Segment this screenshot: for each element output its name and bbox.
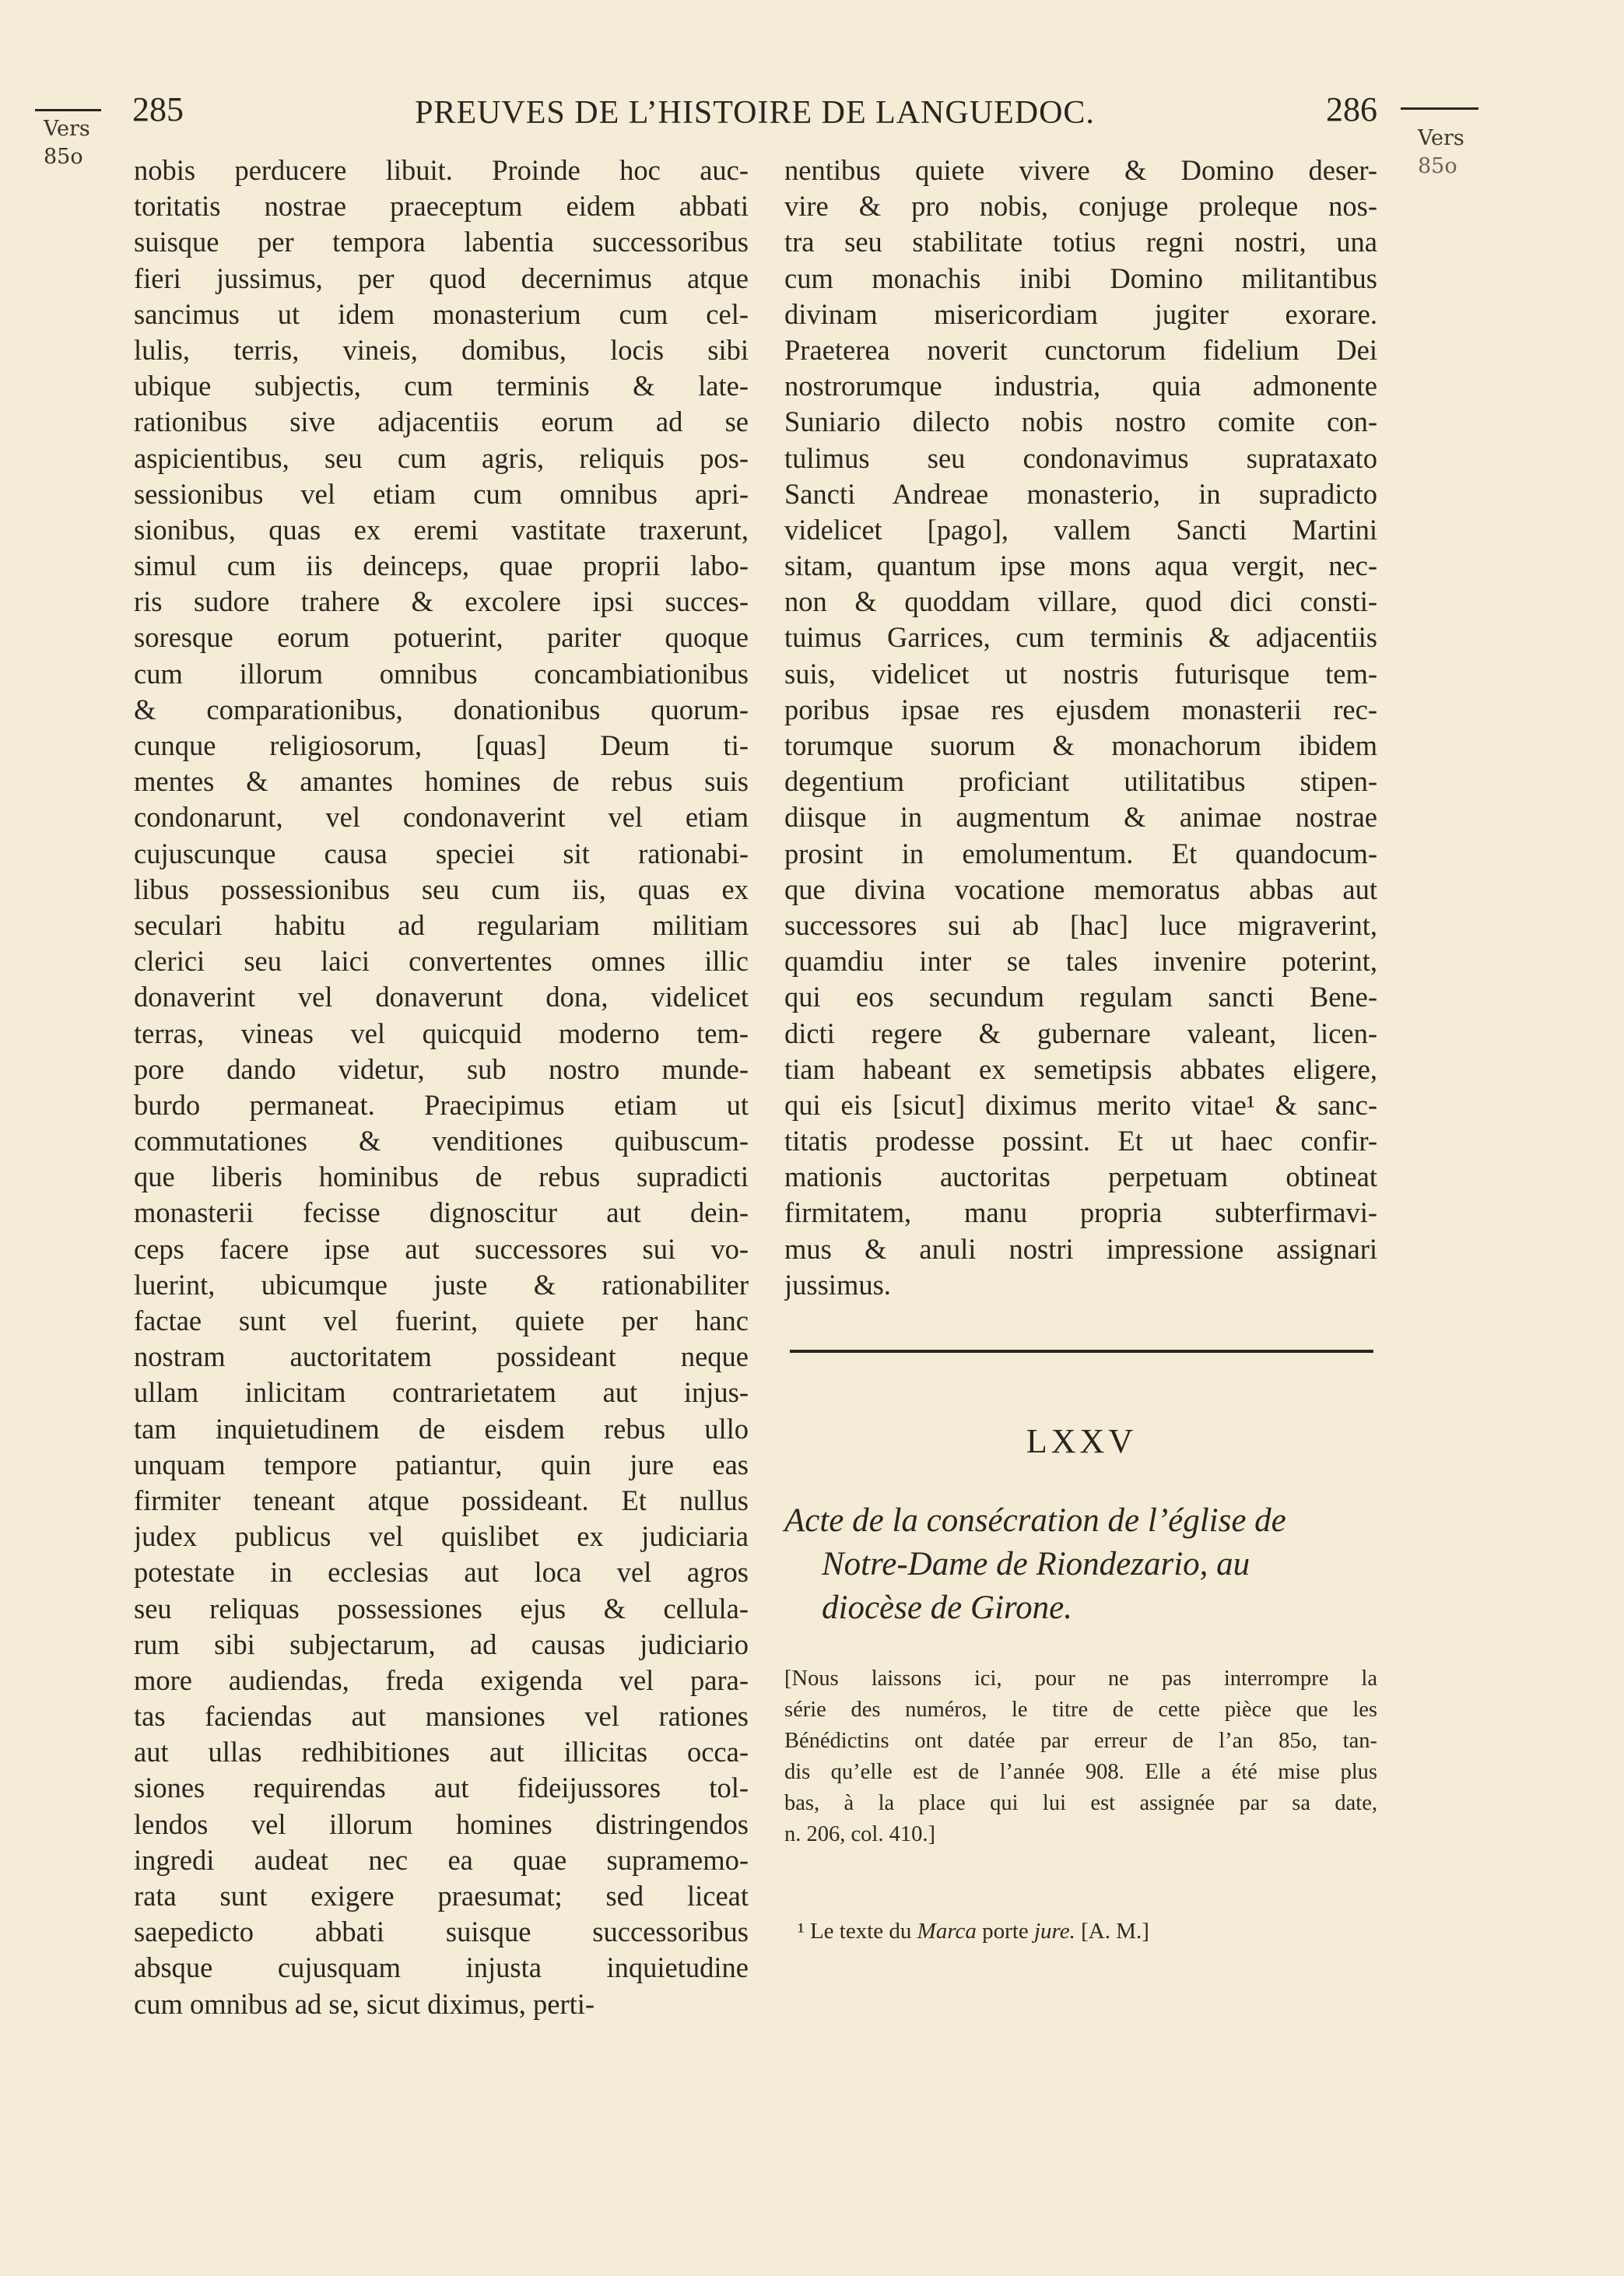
text-line: mentes & amantes homines de rebus suis bbox=[134, 765, 749, 798]
text-line: cum illorum omnibus concambiationibus bbox=[134, 657, 749, 690]
text-line: jussimus. bbox=[784, 1268, 891, 1301]
text-line: nostram auctoritatem possideant neque bbox=[134, 1340, 749, 1373]
text-line: toritatis nostrae praeceptum eidem abbati bbox=[134, 190, 749, 223]
text-line: aspicientibus, seu cum agris, reliquis pos- bbox=[134, 441, 749, 474]
left-page-number: 285 bbox=[132, 90, 184, 128]
text-line: factae sunt vel fuerint, quiete per hanc bbox=[134, 1305, 749, 1336]
margin-note-right-year: 85o bbox=[1418, 154, 1457, 178]
text-line: commutationes & venditiones quibuscum- bbox=[134, 1125, 749, 1157]
text-line: videlicet [pago], vallem Sancti Martini bbox=[784, 513, 1377, 546]
text-line: qui eis [sicut] diximus merito vitae¹ & sanc- bbox=[784, 1088, 1377, 1121]
text-line: burdo permaneat. Praecipimus etiam ut bbox=[134, 1088, 749, 1121]
text-line: vire & pro nobis, conjuge proleque nos- bbox=[784, 190, 1377, 223]
section-title-line: Acte de la consécration de l’église de bbox=[784, 1502, 1286, 1539]
text-line: seculari habitu ad regulariam militiam bbox=[134, 908, 749, 941]
footnote bbox=[798, 1919, 1373, 1944]
text-line: sionibus, quas ex eremi vastitate traxerunt, bbox=[134, 513, 749, 546]
text-line: que liberis hominibus de rebus supradicti bbox=[134, 1161, 749, 1193]
text-line: divinam misericordiam jugiter exorare. bbox=[784, 297, 1377, 330]
footnote-marker: ¹ bbox=[798, 1919, 805, 1944]
note-line: [Nous laissons ici, pour ne pas interrompre la bbox=[784, 1667, 1377, 1691]
text-line: more audiendas, freda exigenda vel para- bbox=[134, 1663, 749, 1696]
text-line: cujuscunque causa speciei sit rationabi- bbox=[134, 837, 749, 869]
margin-note-left-label: Vers bbox=[44, 117, 90, 141]
editorial-note bbox=[784, 1663, 1377, 1850]
text-line: diisque in augmentum & animae nostrae bbox=[784, 801, 1377, 834]
text-line: lulis, terris, vineis, domibus, locis sibi bbox=[134, 333, 749, 366]
text-line: poribus ipsae res ejusdem monasterii rec- bbox=[784, 693, 1377, 725]
text-line: nentibus quiete vivere & Domino deser- bbox=[784, 154, 1377, 186]
text-line: titatis prodesse possint. Et ut haec confir- bbox=[784, 1125, 1377, 1157]
margin-note-left bbox=[44, 115, 90, 171]
text-line: donaverint vel donaverunt dona, videlicet bbox=[134, 981, 749, 1013]
margin-rule-right bbox=[1401, 107, 1478, 110]
text-line: luerint, ubicumque juste & rationabiliter bbox=[134, 1268, 749, 1301]
section-divider bbox=[790, 1350, 1373, 1353]
text-line: firmiter teneant atque possideant. Et nullus bbox=[134, 1484, 749, 1516]
text-line: libus possessionibus seu cum iis, quas ex bbox=[134, 873, 749, 905]
margin-note-left-year: 85o bbox=[44, 145, 83, 169]
text-line: tulimus seu condonavimus suprataxato bbox=[784, 441, 1377, 474]
text-line: monasterii fecisse dignoscitur aut dein- bbox=[134, 1196, 749, 1229]
note-line: série des numéros, le titre de cette pièce que les bbox=[784, 1698, 1377, 1722]
text-line: simul cum iis deinceps, quae proprii labo- bbox=[134, 550, 749, 582]
text-line: mus & anuli nostri impressione assignari bbox=[784, 1232, 1377, 1265]
text-line: rum sibi subjectarum, ad causas judiciario bbox=[134, 1628, 749, 1660]
text-line: qui eos secundum regulam sancti Bene- bbox=[784, 981, 1377, 1013]
text-line: ingredi audeat nec ea quae supramemo- bbox=[134, 1843, 749, 1876]
page-title: PREUVES DE L’HISTOIRE DE LANGUEDOC. bbox=[415, 95, 1095, 131]
text-line: prosint in emolumentum. Et quandocum- bbox=[784, 837, 1377, 869]
text-line: Praeterea noverit cunctorum fidelium Dei bbox=[784, 333, 1377, 366]
text-line: ceps facere ipse aut successores sui vo- bbox=[134, 1232, 749, 1265]
margin-rule-left bbox=[35, 109, 101, 111]
text-line: potestate in ecclesias aut loca vel agros bbox=[134, 1556, 749, 1589]
text-line: nostrorumque industria, quia admonente bbox=[784, 370, 1377, 402]
note-line: Bénédictins ont datée par erreur de l’an 85o, tan- bbox=[784, 1729, 1377, 1753]
text-line: sancimus ut idem monasterium cum cel- bbox=[134, 297, 749, 330]
text-line: firmitatem, manu propria subterfirmavi- bbox=[784, 1196, 1377, 1229]
running-header bbox=[132, 90, 1377, 136]
section-title-line: diocèse de Girone. bbox=[822, 1589, 1072, 1626]
note-line: n. 206, col. 410.] bbox=[784, 1822, 935, 1846]
margin-note-right-label: Vers bbox=[1418, 126, 1464, 150]
text-line: rata sunt exigere praesumat; sed liceat bbox=[134, 1880, 749, 1912]
text-line: fieri jussimus, per quod decernimus atque bbox=[134, 262, 749, 294]
text-line: clerici seu laici convertentes omnes illic bbox=[134, 945, 749, 978]
text-line: torumque suorum & monachorum ibidem bbox=[784, 729, 1377, 761]
footnote-word: jure. bbox=[1034, 1919, 1075, 1944]
text-line: cum monachis inibi Domino militantibus bbox=[784, 262, 1377, 294]
text-line: suisque per tempora labentia successoribus bbox=[134, 226, 749, 258]
text-line: ullam inlicitam contrarietatem aut injus- bbox=[134, 1376, 749, 1409]
text-line: saepedicto abbati suisque successoribus bbox=[134, 1916, 749, 1948]
footnote-text-before: Le texte du bbox=[804, 1919, 917, 1944]
text-line: tiam habeant ex semetipsis abbates eligere, bbox=[784, 1052, 1377, 1085]
footnote-source: Marca bbox=[917, 1919, 977, 1944]
right-column bbox=[784, 153, 1377, 1303]
note-line: bas, à la place qui lui est assignée par sa date, bbox=[784, 1791, 1377, 1815]
text-line: dicti regere & gubernare valeant, licen- bbox=[784, 1017, 1377, 1049]
text-line: successores sui ab [hac] luce migraverint, bbox=[784, 908, 1377, 941]
left-column bbox=[134, 153, 749, 2022]
text-line: soresque eorum potuerint, pariter quoque bbox=[134, 621, 749, 654]
text-line: tam inquietudinem de eisdem rebus ullo bbox=[134, 1412, 749, 1445]
text-line: nobis perducere libuit. Proinde hoc auc- bbox=[134, 154, 749, 186]
section-title-line: Notre-Dame de Riondezario, au bbox=[822, 1546, 1250, 1582]
text-line: rationibus sive adjacentiis eorum ad se bbox=[134, 406, 749, 438]
text-line: sessionibus vel etiam cum omnibus apri- bbox=[134, 477, 749, 510]
text-line: unquam tempore patiantur, quin jure eas bbox=[134, 1448, 749, 1480]
text-line: absque cujusquam injusta inquietudine bbox=[134, 1951, 749, 1984]
section-title bbox=[784, 1499, 1384, 1630]
text-line: sitam, quantum ipse mons aqua vergit, nec- bbox=[784, 550, 1377, 582]
footnote-attribution: [A. M.] bbox=[1075, 1919, 1149, 1944]
text-line: seu reliquas possessiones ejus & cellula- bbox=[134, 1592, 749, 1624]
text-line: non & quoddam villare, quod dici consti- bbox=[784, 585, 1377, 618]
text-line: condonarunt, vel condonaverint vel etiam bbox=[134, 801, 749, 834]
text-line: pore dando videtur, sub nostro munde- bbox=[134, 1052, 749, 1085]
section-number: LXXV bbox=[1026, 1422, 1138, 1460]
text-line: mationis auctoritas perpetuam obtineat bbox=[784, 1161, 1377, 1193]
text-line: cunque religiosorum, [quas] Deum ti- bbox=[134, 729, 749, 761]
text-line: tas faciendas aut mansiones vel rationes bbox=[134, 1700, 749, 1733]
text-line: suis, videlicet ut nostris futurisque tem- bbox=[784, 657, 1377, 690]
text-line: ubique subjectis, cum terminis & late- bbox=[134, 370, 749, 402]
text-line: tuimus Garrices, cum terminis & adjacentiis bbox=[784, 621, 1377, 654]
text-line: & comparationibus, donationibus quorum- bbox=[134, 693, 749, 725]
text-line: Suniario dilecto nobis nostro comite con- bbox=[784, 406, 1377, 438]
margin-note-right bbox=[1418, 125, 1464, 181]
footnote-text-middle: porte bbox=[976, 1919, 1034, 1944]
text-line: siones requirendas aut fideijussores tol- bbox=[134, 1772, 749, 1804]
text-line: aut ullas redhibitiones aut illicitas occa- bbox=[134, 1736, 749, 1768]
text-line: lendos vel illorum homines distringendos bbox=[134, 1807, 749, 1840]
text-line: terras, vineas vel quicquid moderno tem- bbox=[134, 1017, 749, 1049]
text-line: tra seu stabilitate totius regni nostri, una bbox=[784, 226, 1377, 258]
text-line: ris sudore trahere & excolere ipsi succes- bbox=[134, 585, 749, 618]
text-line: Sancti Andreae monasterio, in supradicto bbox=[784, 477, 1377, 510]
right-page-number: 286 bbox=[1326, 90, 1377, 128]
text-line: cum omnibus ad se, sicut diximus, perti- bbox=[134, 1987, 595, 2020]
text-line: que divina vocatione memoratus abbas aut bbox=[784, 873, 1377, 905]
text-line: degentium proficiant utilitatibus stipen- bbox=[784, 765, 1377, 798]
text-line: quamdiu inter se tales invenire poterint, bbox=[784, 945, 1377, 978]
note-line: dis qu’elle est de l’année 908. Elle a été mise plus bbox=[784, 1760, 1377, 1784]
text-line: judex publicus vel quislibet ex judiciaria bbox=[134, 1520, 749, 1553]
